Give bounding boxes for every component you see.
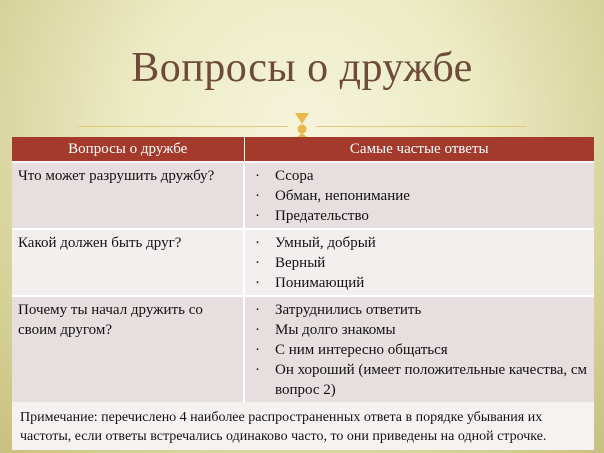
bullet-icon: · (255, 255, 260, 271)
table-row (12, 229, 594, 296)
question-cell: Почему ты начал дружить со своим другом? (12, 296, 244, 402)
list-item (251, 233, 588, 253)
ornament-line-left (78, 126, 288, 127)
bullet-icon: · (255, 362, 260, 378)
answers-list (251, 300, 588, 400)
bullet-icon: · (255, 235, 260, 251)
bullet-icon: · (255, 275, 260, 291)
slide-title: Вопросы о дружбе (131, 45, 473, 91)
answer-text: Он хороший (имеет положительные качества, см вопрос 2) (275, 362, 588, 398)
answer-text: Мы долго знакомы (275, 322, 396, 338)
bullet-icon: · (255, 322, 260, 338)
answers-cell (244, 229, 594, 296)
list-item (251, 186, 588, 206)
answers-cell (244, 162, 594, 229)
answer-text: С ним интересно общаться (275, 342, 448, 358)
table-row (12, 162, 594, 229)
table-row (12, 296, 594, 402)
answer-text: Верный (275, 255, 326, 271)
answers-list (251, 233, 588, 293)
list-item (251, 340, 588, 360)
answer-text: Ссора (275, 168, 314, 184)
list-item (251, 253, 588, 273)
header-answers: Самые частые ответы (244, 137, 594, 162)
list-item (251, 320, 588, 340)
list-item (251, 300, 588, 320)
ornament-line-right (316, 126, 526, 127)
answer-text: Умный, добрый (275, 235, 376, 251)
list-item (251, 360, 588, 400)
answer-text: Предательство (275, 208, 369, 224)
bullet-icon: · (255, 168, 260, 184)
bullet-icon: · (255, 188, 260, 204)
bullet-icon: · (255, 342, 260, 358)
answers-list (251, 166, 588, 226)
list-item (251, 206, 588, 226)
list-item (251, 273, 588, 293)
answer-text: Обман, непонимание (275, 188, 410, 204)
question-cell: Какой должен быть друг? (12, 229, 244, 296)
header-questions: Вопросы о дружбе (12, 137, 244, 162)
footnote: Примечание: перечислено 4 наиболее распространенных ответа в порядке убывания их частоты, если ответы встречались одинаково часто, то они приведены на одной строчке. (12, 402, 594, 450)
answer-text: Затруднились ответить (275, 302, 422, 318)
title-ornament (0, 108, 604, 138)
answers-cell (244, 296, 594, 402)
table-header-row (12, 137, 594, 162)
bullet-icon: · (255, 208, 260, 224)
question-cell: Что может разрушить дружбу? (12, 162, 244, 229)
friendship-table (12, 137, 594, 402)
answer-text: Понимающий (275, 275, 365, 291)
hourglass-ornament-icon (293, 112, 311, 138)
list-item (251, 166, 588, 186)
bullet-icon: · (255, 302, 260, 318)
